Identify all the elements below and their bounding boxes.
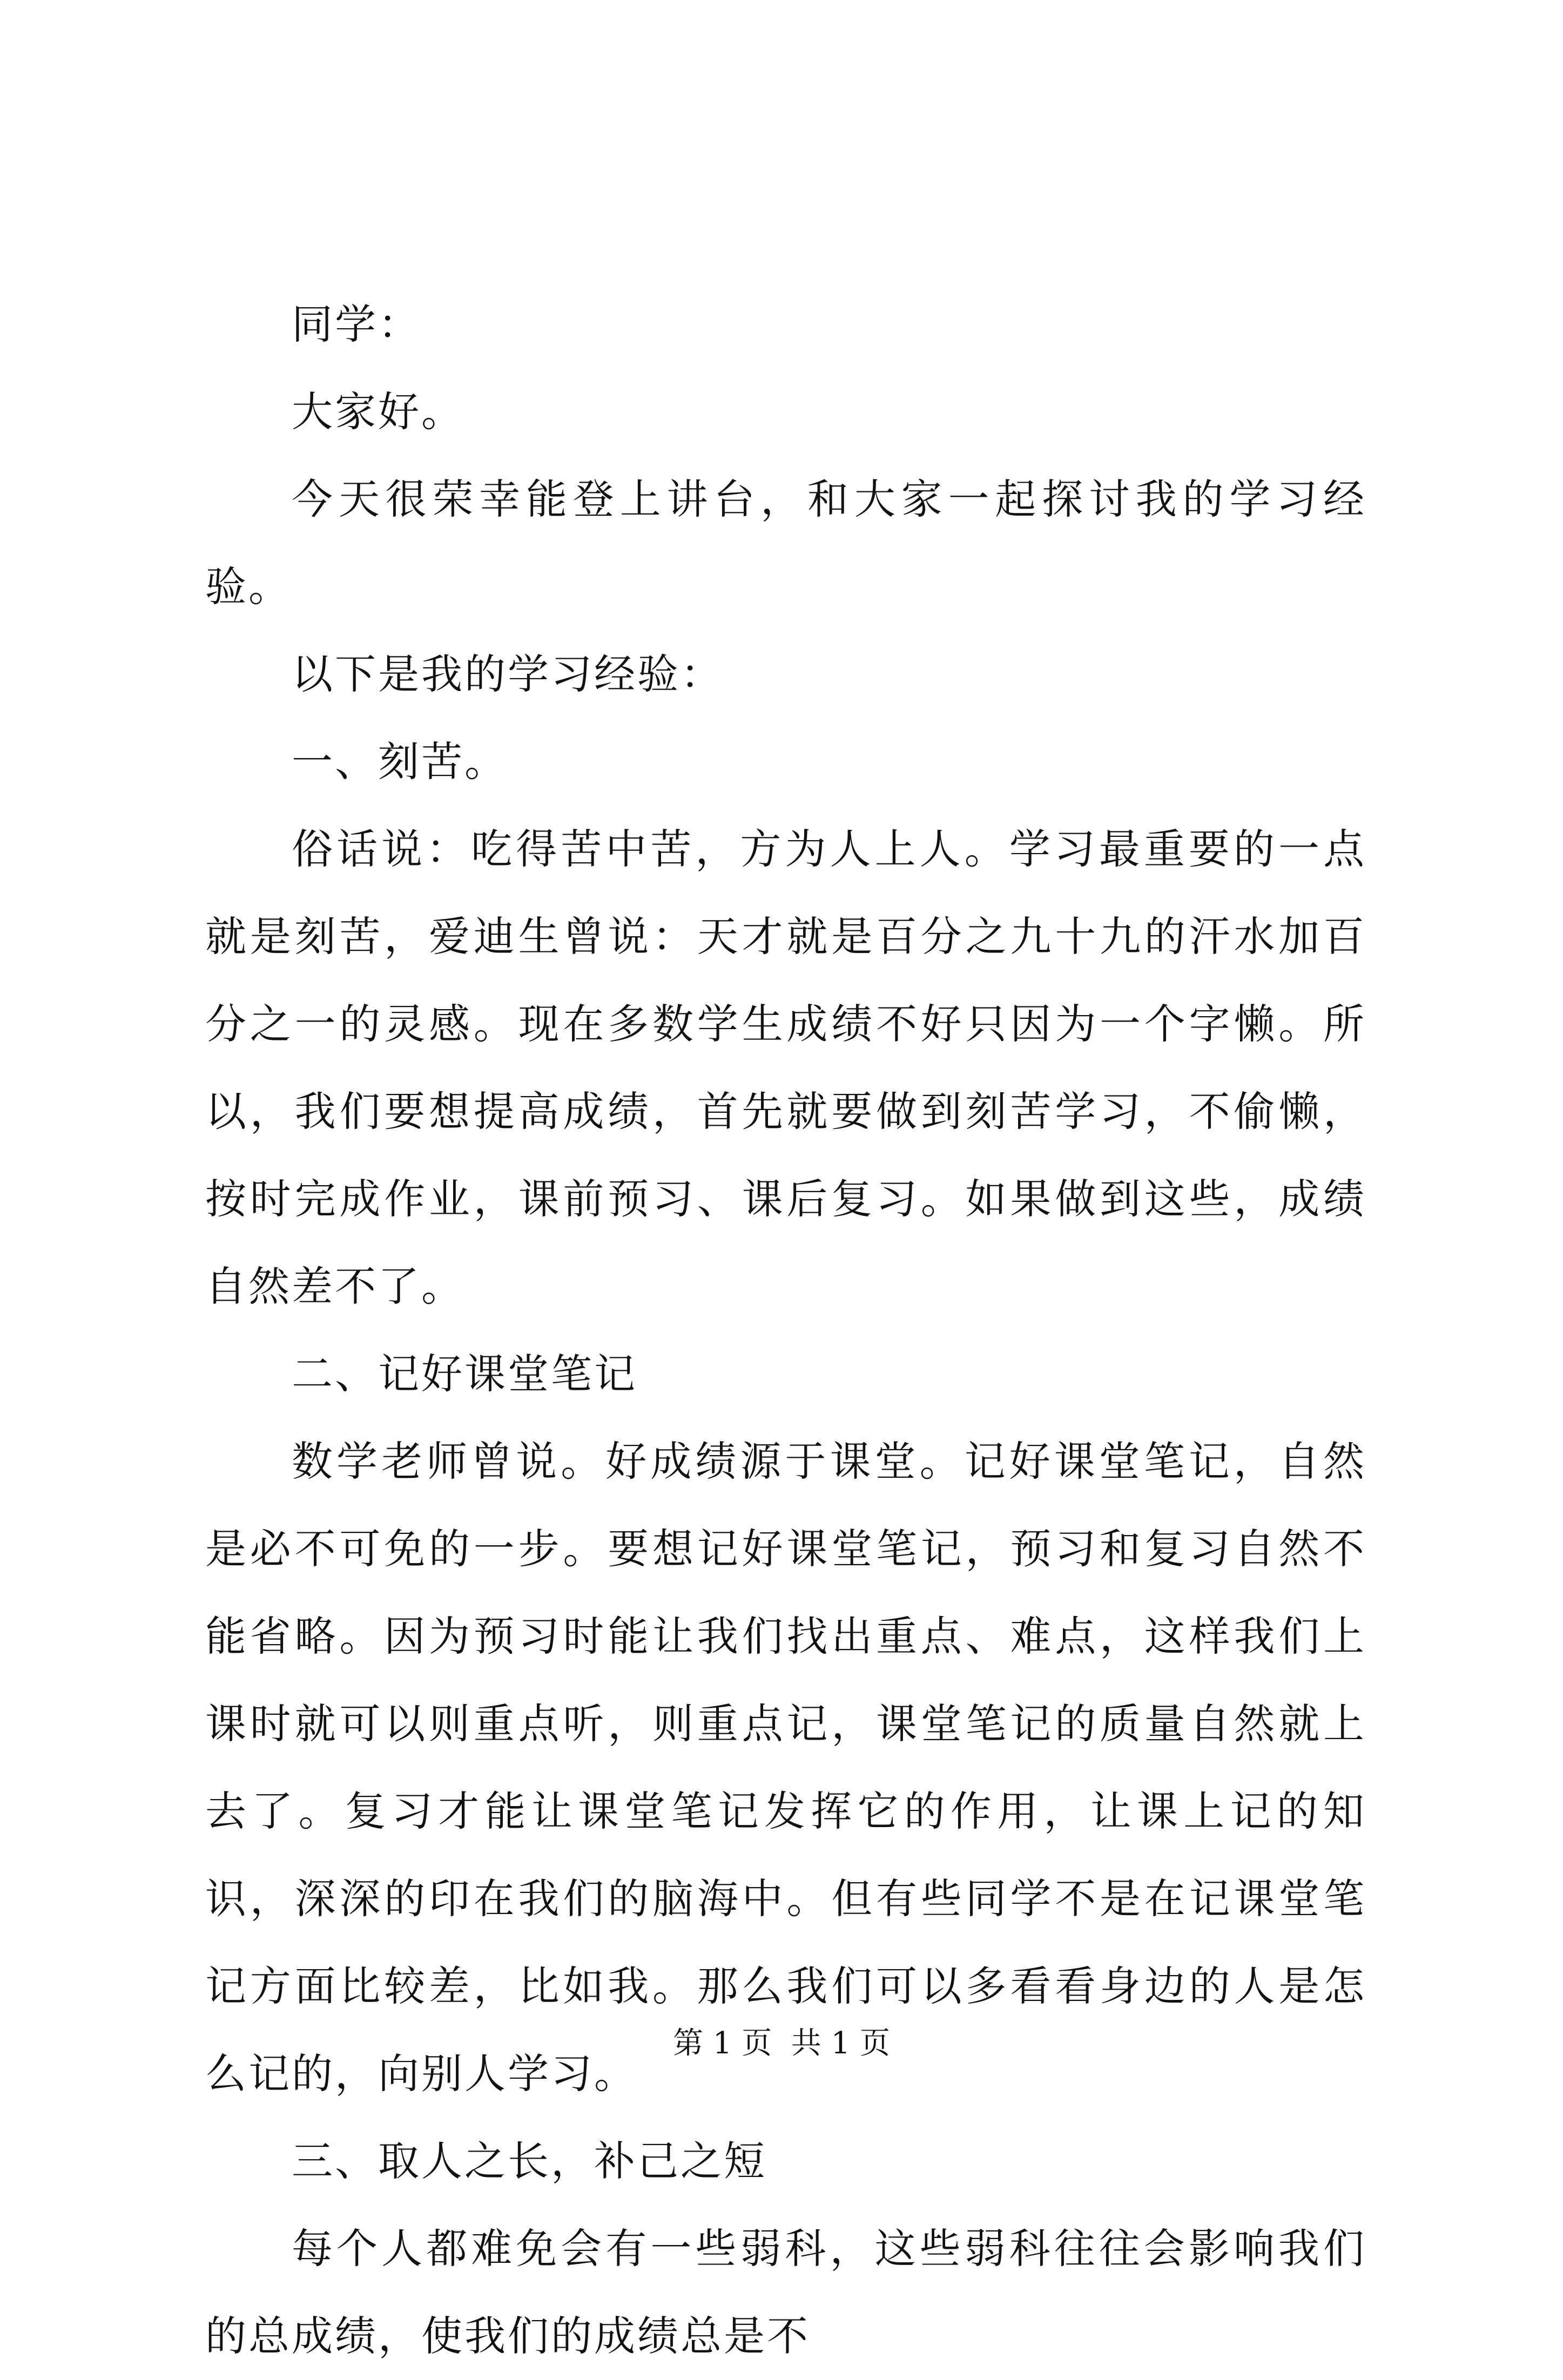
page-footer: 第 1 页 共 1 页 xyxy=(672,2026,891,2061)
section-heading-2: 二、记好课堂笔记 xyxy=(292,1350,637,1398)
intro-lead: 以下是我的学习经验： xyxy=(292,650,724,698)
section-body-1: 俗话说：吃得苦中苦，方为人上人。学习最重要的一点就是刻苦，爱迪生曾说：天才就是百分之九十九的汗水加百分之一的灵感。现在多数学生成绩不好只因为一个字懒。所以，我们要想提高成绩，首先就要做到刻苦学习，不偷懒，按时完成作业，课前预习、课后复习。如果做到这些，成绩自然差不了。 xyxy=(205,825,1366,1310)
greeting: 大家好。 xyxy=(292,388,464,436)
section-heading-1: 一、刻苦。 xyxy=(292,738,508,786)
section-body-3: 每个人都难免会有一些弱科，这些弱科往往会影响我们的总成绩，使我们的成绩总是不 xyxy=(205,2225,1366,2360)
intro-paragraph: 今天很荣幸能登上讲台，和大家一起探讨我的学习经验。 xyxy=(205,475,1366,611)
section-heading-3: 三、取人之长，补己之短 xyxy=(292,2137,767,2185)
salutation: 同学： xyxy=(292,300,421,348)
section-body-2: 数学老师曾说。好成绩源于课堂。记好课堂笔记，自然是必不可免的一步。要想记好课堂笔记，预习和复习自然不能省略。因为预习时能让我们找出重点、难点，这样我们上课时就可以则重点听，则重点记，课堂笔记的质量自然就上去了。复习才能让课堂笔记发挥它的作用，让课上记的知识，深深的印在我们的脑海中。但有些同学不是在记课堂笔记方面比较差，比如我。那么我们可以多看看身边的人是怎么记的，向别人学习。 xyxy=(205,1437,1366,2098)
